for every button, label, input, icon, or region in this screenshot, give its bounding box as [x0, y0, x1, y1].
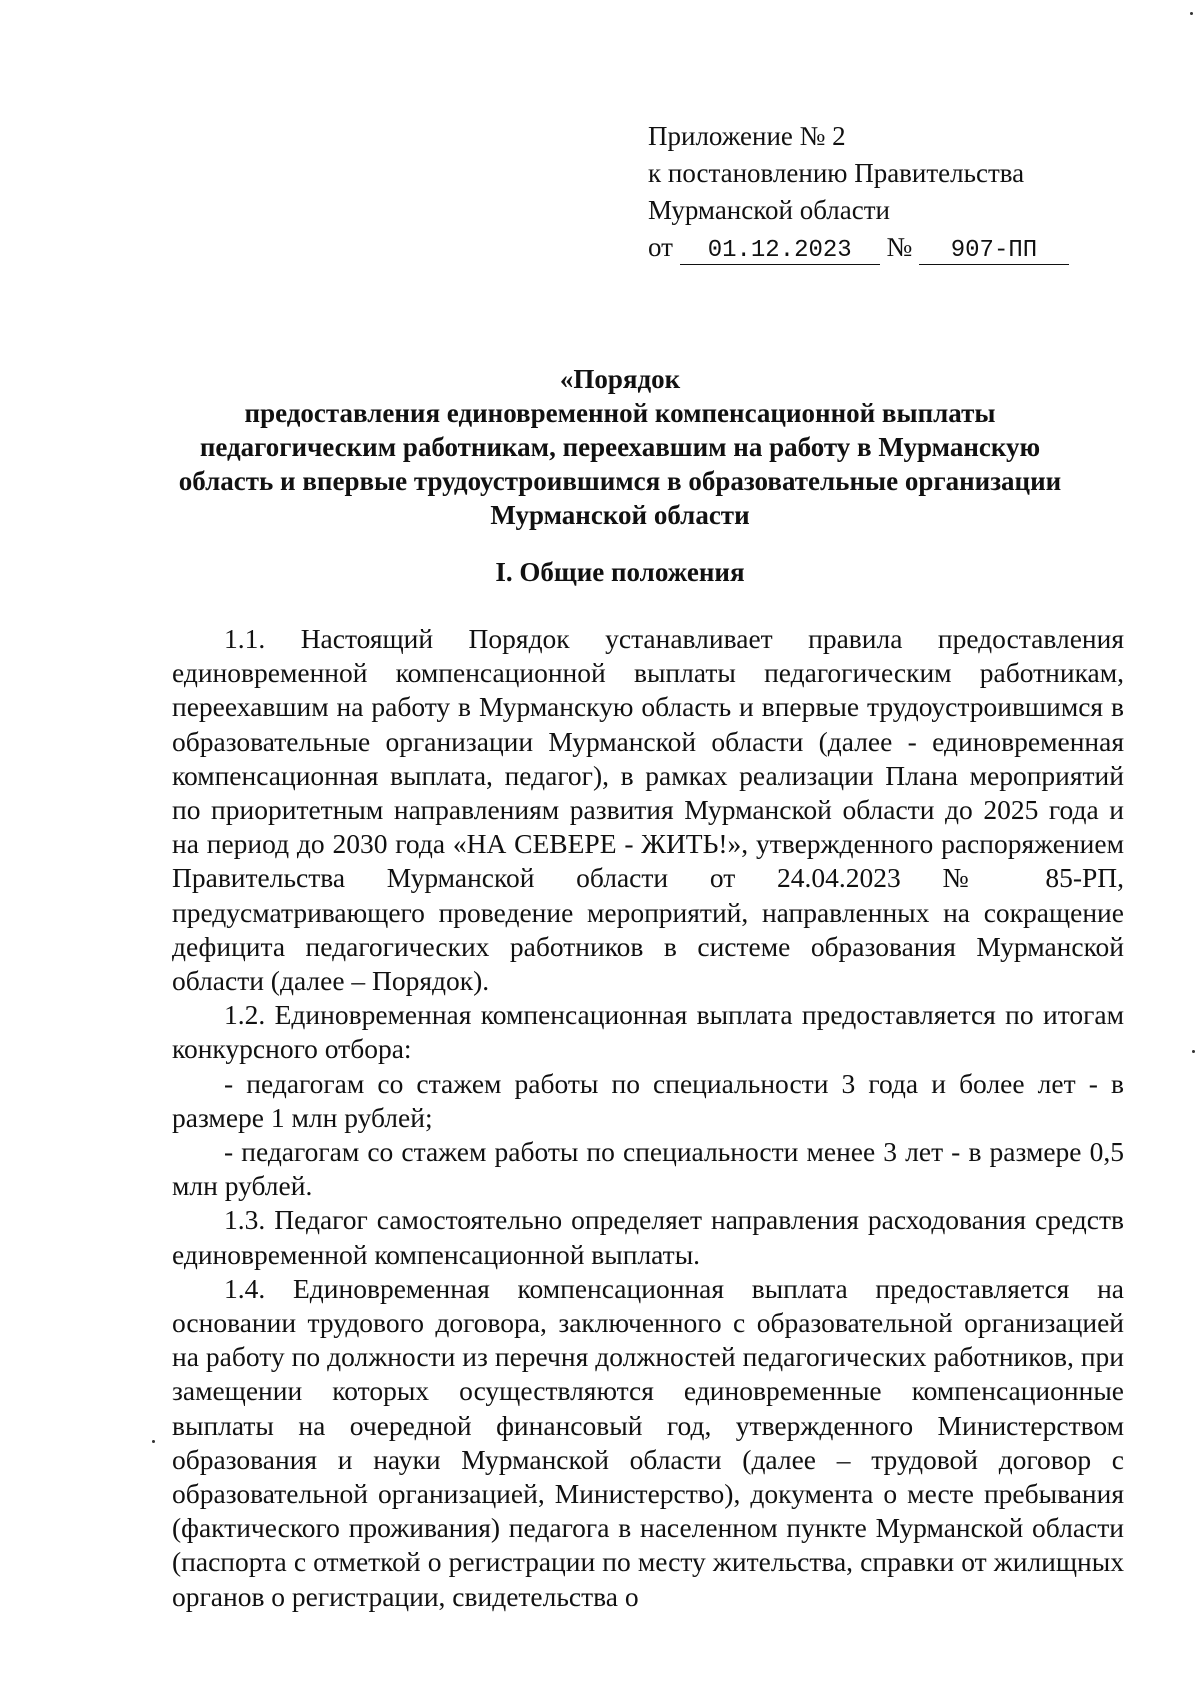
title-line-5: Мурманской области: [490, 500, 750, 530]
annex-line-2: к постановлению Правительства: [648, 158, 1025, 188]
scan-speck: [1192, 1050, 1195, 1053]
list-item-2: - педагогам со стажем работы по специальности менее 3 лет - в размере 0,5 млн рублей.: [172, 1136, 1124, 1202]
paragraph-1-2: 1.2. Единовременная компенсационная выплата предоставляется по итогам конкурсного отбора:: [172, 999, 1124, 1065]
annex-line-3: Мурманской области: [648, 195, 890, 225]
document-title: [160, 362, 1080, 532]
title-line-2: предоставления единовременной компенсационной выплаты: [244, 398, 996, 428]
paragraph-1-4: 1.4. Единовременная компенсационная выплата предоставляется на основании трудового договора, заключенного с образовательной организацией на работу по должности из перечня должностей педагогических работников, при замещении которых осуществляются единовременные компенсационные выплаты на очередной финансовый год, утвержденного Министерством образования и науки Мурманской области (далее – трудовой договор с образовательной организацией, Министерство), документа о месте пребывания (фактического проживания) педагога в населенном пункте Мурманской области (паспорта с отметкой о регистрации по месту жительства, справки от жилищных органов о регистрации, свидетельства о: [172, 1272, 1124, 1612]
number-prefix: №: [886, 232, 913, 262]
paragraph-1-3: 1.3. Педагог самостоятельно определяет направления расходования средств единовременной компенсационной выплаты.: [172, 1204, 1124, 1270]
title-line-1: «Порядок: [559, 364, 681, 394]
title-line-4: область и впервые трудоустроившимся в образовательные организации: [178, 466, 1062, 496]
date-prefix: от: [648, 232, 673, 262]
list-item-1: - педагогам со стажем работы по специальности 3 года и более лет - в размере 1 млн рублей;: [172, 1067, 1124, 1133]
annex-date-line: [648, 229, 1069, 266]
section-heading: I. Общие положения: [495, 557, 745, 587]
date-value: 01.12.2023: [680, 237, 880, 265]
annex-line-1: Приложение № 2: [648, 121, 846, 151]
scan-speck: [1190, 12, 1193, 15]
paragraph-1-1: 1.1. Настоящий Порядок устанавливает правила предоставления единовременной компенсационной выплаты педагогическим работникам, переехавшим на работу в Мурманскую область и впервые трудоустроившимся в образовательные организации Мурманской области (далее - единовременная компенсационная выплата, педагог), в рамках реализации Плана мероприятий по приоритетным направлениям развития Мурманской области до 2025 года и на период до 2030 года «НА СЕВЕРЕ - ЖИТЬ!», утвержденного распоряжением Правительства Мурманской области от 24.04.2023 № 85-РП, предусматривающего проведение мероприятий, направленных на сокращение дефицита педагогических работников в системе образования Мурманской области (далее – Порядок).: [172, 623, 1124, 997]
title-line-3: педагогическим работникам, переехавшим на работу в Мурманскую: [199, 432, 1041, 462]
document-body: [172, 622, 1124, 1614]
scan-speck: [152, 1440, 155, 1443]
number-value: 907-ПП: [919, 237, 1069, 265]
annex-header: [648, 118, 1069, 266]
